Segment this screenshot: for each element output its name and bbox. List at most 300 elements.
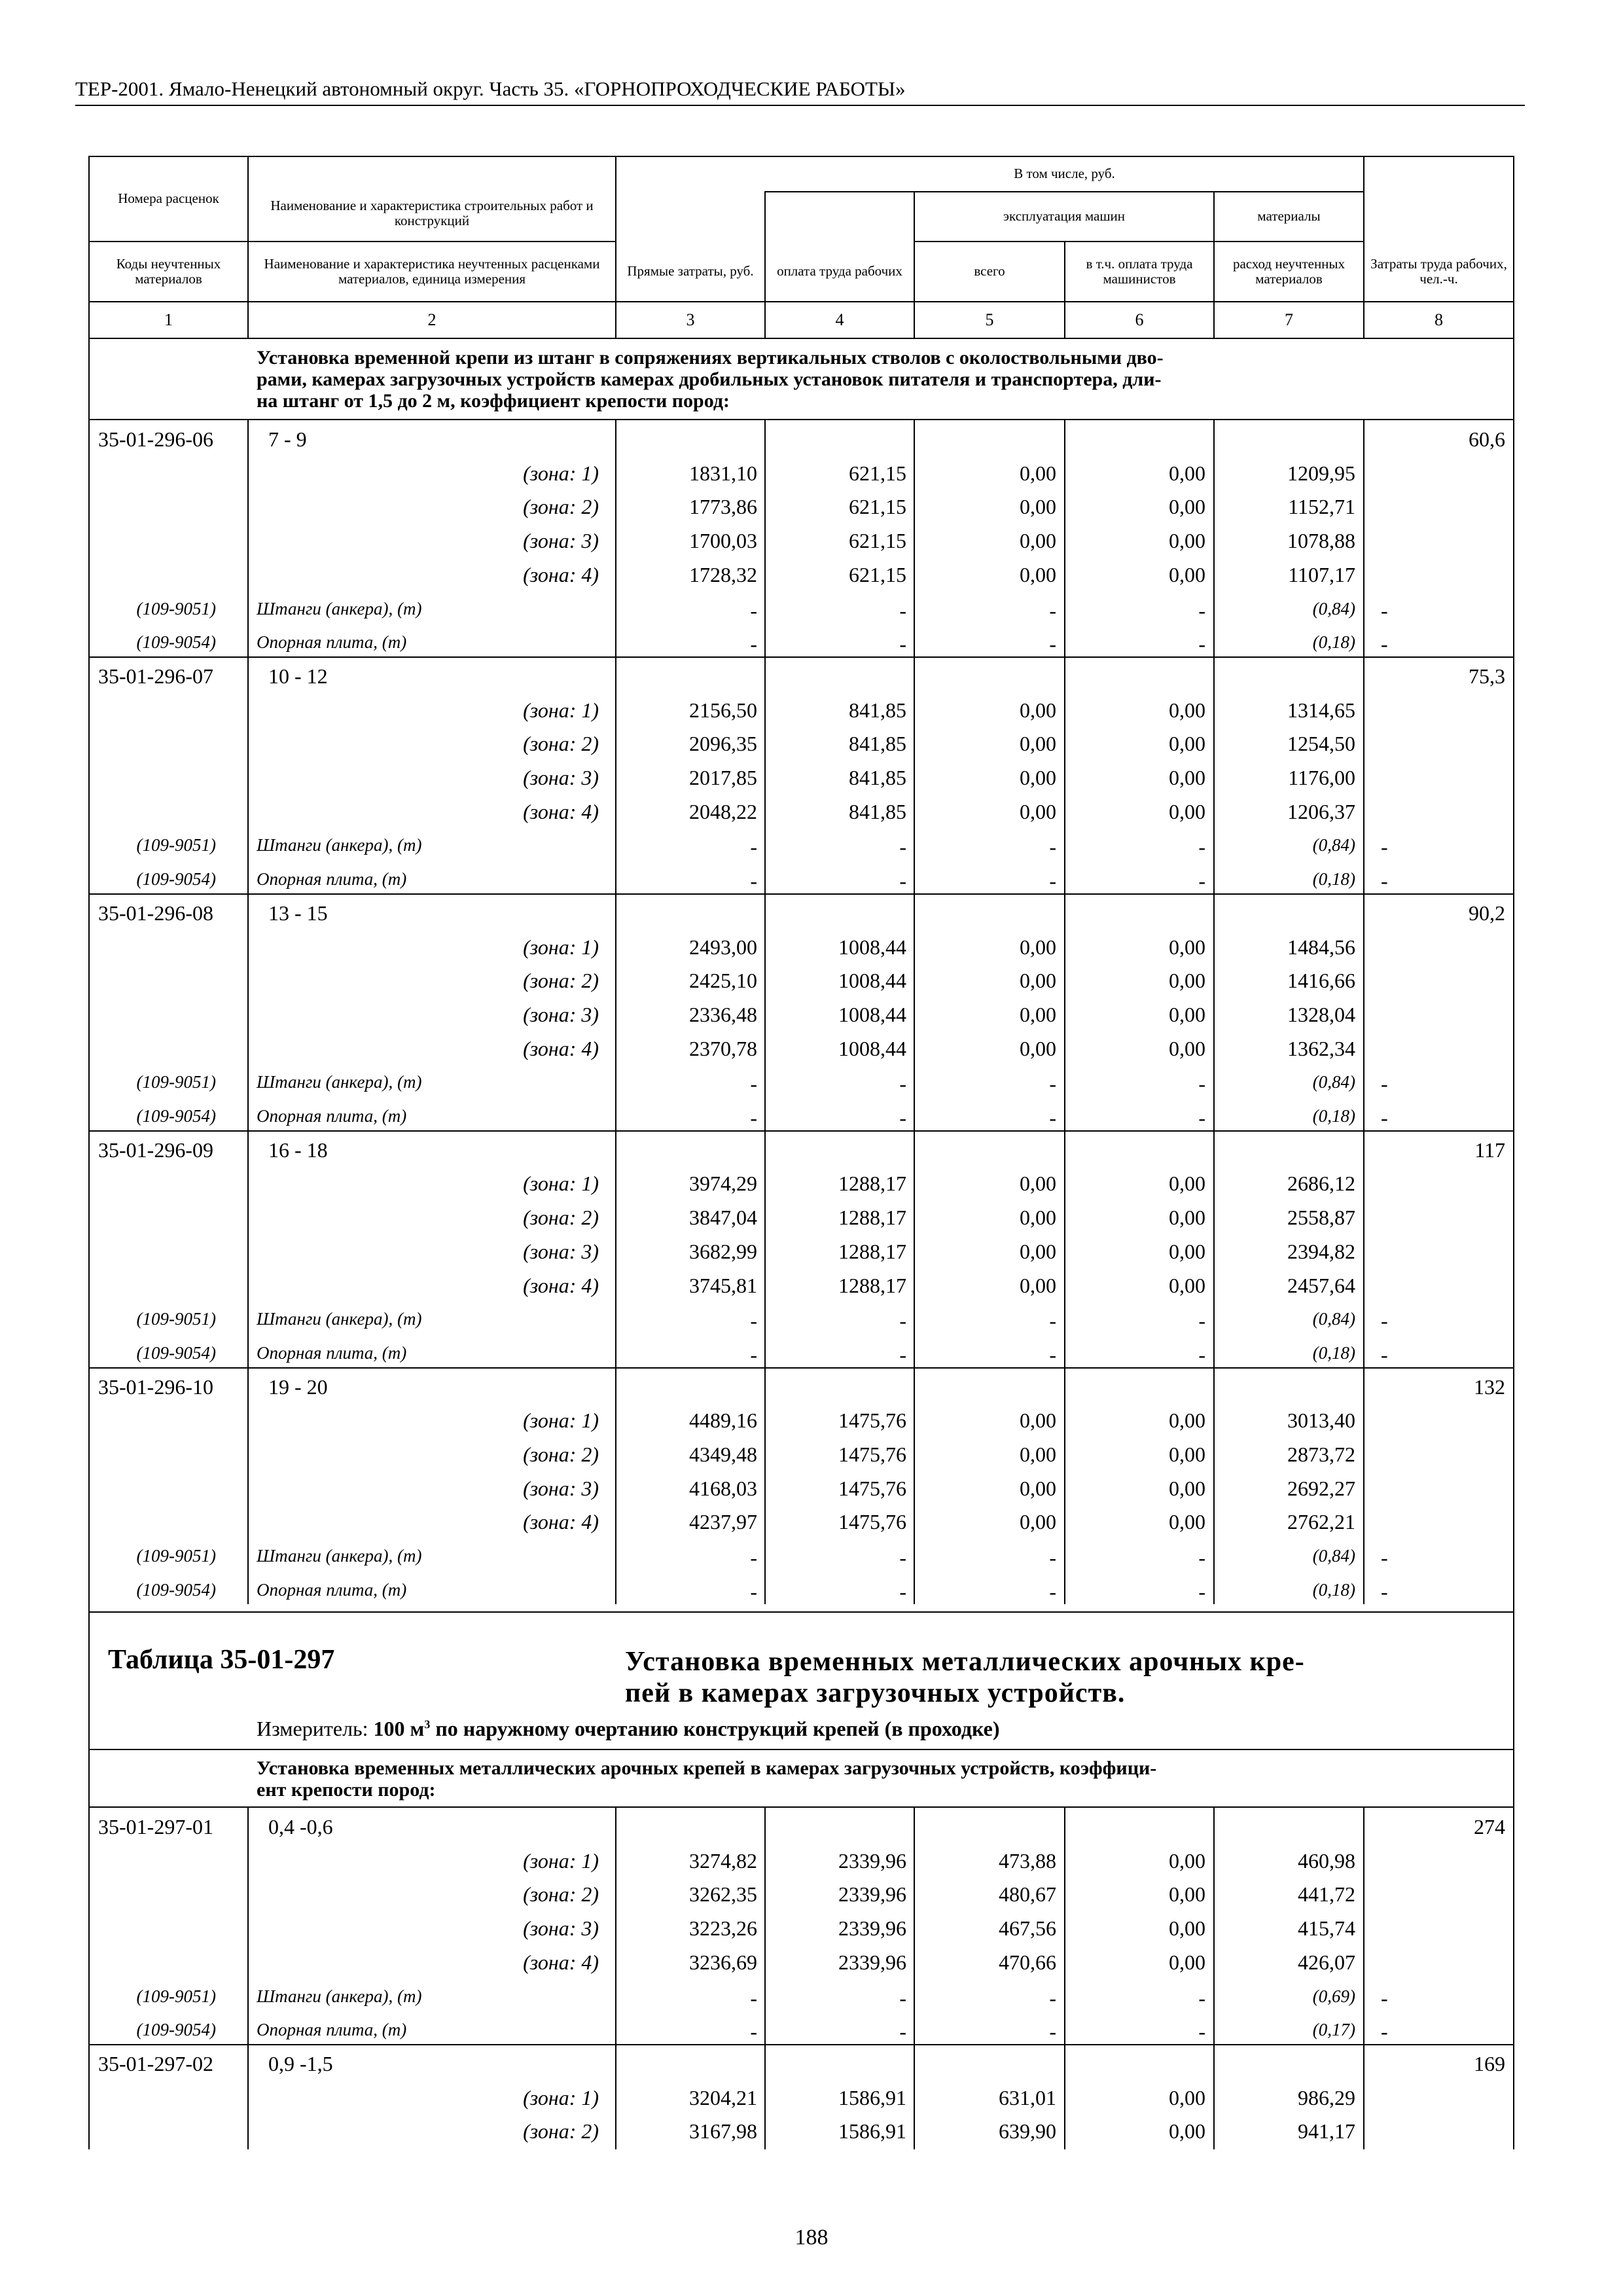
header-col4: оплата труда рабочих (777, 263, 902, 279)
cell-mach-pay: 0,00 (1169, 698, 1205, 722)
cell-mach: 470,66 (999, 1950, 1056, 1974)
cell-mach: 0,00 (1020, 1408, 1056, 1433)
cell-mat: (0,18) (1312, 1342, 1355, 1363)
cell-mat: 1152,71 (1288, 495, 1355, 519)
cell-pay: - (899, 2020, 906, 2044)
material-labor: - (1381, 1309, 1388, 1333)
cell-mach-pay: 0,00 (1169, 732, 1205, 756)
cell-direct: 1728,32 (689, 562, 757, 586)
table-title-line: пей в камерах загрузочных устройств. (625, 1678, 1126, 1708)
cell-mach-pay: 0,00 (1169, 1443, 1205, 1466)
cell-pay: 2339,96 (838, 1950, 906, 1974)
cell-mach: - (1049, 1072, 1056, 1096)
cell-mach-pay: - (1198, 1986, 1205, 2010)
rate-code: 35-01-297-02 (98, 2051, 213, 2075)
table-label: Таблица 35-01-297 (108, 1645, 335, 1675)
row-rule (88, 893, 1514, 895)
cell-mat: (0,84) (1312, 835, 1355, 855)
cell-pay: 2339,96 (838, 1916, 906, 1941)
cell-direct: 2017,85 (689, 766, 757, 789)
cell-pay: - (899, 598, 906, 622)
cell-pay: 1288,17 (838, 1172, 906, 1196)
cell-mat: 986,29 (1298, 2085, 1355, 2109)
header-col1-bottom: Коды неучтенных материалов (116, 255, 221, 287)
cell-direct: 4349,48 (689, 1443, 757, 1466)
material-code: (109-9051) (136, 1072, 216, 1092)
cell-pay: - (899, 1309, 906, 1333)
zone-label: (зона: 1) (523, 1848, 599, 1873)
header-machines: эксплуатация машин (1003, 208, 1125, 224)
cell-mat: 2686,12 (1287, 1172, 1355, 1196)
zone-label: (зона: 4) (523, 1036, 599, 1060)
column-rule (914, 420, 915, 1604)
cell-mach-pay: 0,00 (1169, 562, 1205, 586)
cell-mat: 1328,04 (1287, 1002, 1355, 1026)
cell-mach: 0,00 (1020, 698, 1056, 722)
material-code: (109-9054) (136, 632, 216, 653)
cell-mach-pay: 0,00 (1169, 1239, 1205, 1263)
cell-mach-pay: - (1198, 1072, 1205, 1096)
cell-mach-pay: - (1198, 1309, 1205, 1333)
cell-mach-pay: - (1198, 835, 1205, 859)
row-rule (88, 656, 1514, 658)
cell-pay: - (899, 1579, 906, 1604)
cell-direct: - (750, 632, 757, 656)
cell-direct: 3974,29 (689, 1172, 757, 1196)
cell-pay: - (899, 1106, 906, 1130)
cell-mat: (0,69) (1312, 1986, 1355, 2006)
zone-label: (зона: 3) (523, 1476, 599, 1500)
cell-mach: - (1049, 1309, 1056, 1333)
section-title-line: на штанг от 1,5 до 2 м, коэффициент крепости пород: (257, 390, 730, 412)
cell-mat: 426,07 (1298, 1950, 1355, 1974)
cell-mach: 0,00 (1020, 562, 1056, 586)
col-number-4: 4 (835, 310, 844, 329)
cell-mach-pay: 0,00 (1169, 1882, 1205, 1907)
meter-sup: 3 (424, 1717, 431, 1731)
cell-mat: 1078,88 (1287, 529, 1355, 553)
cell-mat: (0,84) (1312, 1072, 1355, 1092)
cell-mat: 460,98 (1298, 1848, 1355, 1873)
zone-label: (зона: 1) (523, 1172, 599, 1196)
cell-direct: - (750, 1309, 757, 1333)
cell-direct: - (750, 1579, 757, 1604)
cell-pay: - (899, 1072, 906, 1096)
cell-labor: 274 (1474, 1815, 1505, 1839)
cell-mach: 0,00 (1020, 1172, 1056, 1196)
page-number: 188 (794, 2225, 829, 2250)
table-title-line: Установка временных металлических арочных кре- (625, 1647, 1305, 1677)
zone-label: (зона: 4) (523, 1510, 599, 1534)
header-col6: в т.ч. оплата труда машинистов (1086, 255, 1193, 287)
cell-direct: - (750, 835, 757, 859)
cell-direct: 3262,35 (689, 1882, 757, 1907)
col-number-7: 7 (1285, 310, 1293, 329)
cell-mat: 1484,56 (1287, 935, 1355, 959)
cell-pay: 1475,76 (838, 1476, 906, 1500)
column-rule (247, 420, 249, 1604)
block-rule (88, 1749, 1514, 1750)
row-rule (88, 1130, 1514, 1132)
zone-label: (зона: 3) (523, 529, 599, 553)
cell-pay: 841,85 (849, 732, 906, 756)
material-labor: - (1381, 869, 1388, 893)
cell-direct: - (750, 1986, 757, 2010)
cell-mat: (0,84) (1312, 598, 1355, 619)
cell-direct: 3847,04 (689, 1206, 757, 1230)
zone-label: (зона: 2) (523, 732, 599, 756)
cell-pay: 1288,17 (838, 1273, 906, 1297)
material-labor: - (1381, 1546, 1388, 1570)
cell-mach-pay: 0,00 (1169, 461, 1205, 485)
header-col5: всего (974, 263, 1005, 279)
cell-mach-pay: 0,00 (1169, 529, 1205, 553)
header-col8: Затраты труда рабочих, чел.-ч. (1370, 255, 1507, 287)
cell-mach: 639,90 (999, 2119, 1056, 2144)
cell-mach-pay: 0,00 (1169, 1172, 1205, 1196)
cell-mach-pay: - (1198, 1106, 1205, 1130)
zone-label: (зона: 3) (523, 1916, 599, 1941)
material-code: (109-9054) (136, 1342, 216, 1363)
cell-mach-pay: 0,00 (1169, 766, 1205, 789)
cell-mach: 473,88 (999, 1848, 1056, 1873)
cell-mat: 2394,82 (1287, 1239, 1355, 1263)
material-labor: - (1381, 1106, 1388, 1130)
cell-mach: - (1049, 835, 1056, 859)
cell-mat: (0,84) (1312, 1309, 1355, 1329)
meter-line (257, 1718, 1000, 1739)
material-name: Опорная плита, (т) (257, 632, 407, 653)
cell-mach: - (1049, 1986, 1056, 2010)
cell-direct: 2336,48 (689, 1002, 757, 1026)
header-col7: расход неучтенных материалов (1232, 255, 1346, 287)
rate-range: 16 - 18 (268, 1138, 328, 1162)
cell-mach-pay: - (1198, 598, 1205, 622)
cell-mat: (0,17) (1312, 2020, 1355, 2040)
cell-direct: - (750, 869, 757, 893)
cell-direct: 1700,03 (689, 529, 757, 553)
cell-mach: 0,00 (1020, 461, 1056, 485)
meter-value: 100 м (373, 1717, 425, 1740)
cell-direct: 1831,10 (689, 461, 757, 485)
cell-mach: - (1049, 632, 1056, 656)
cell-pay: 1288,17 (838, 1206, 906, 1230)
section-title-line: Установка временных металлических арочных крепей в камерах загрузочных устройств, коэффици- (257, 1757, 1157, 1779)
cell-pay: 1008,44 (838, 1036, 906, 1060)
cell-pay: 621,15 (849, 529, 906, 553)
cell-mat: 2457,64 (1287, 1273, 1355, 1297)
rate-code: 35-01-296-10 (98, 1374, 213, 1399)
material-code: (109-9054) (136, 1579, 216, 1600)
column-rule (615, 1807, 616, 2149)
column-rule (1064, 1807, 1065, 2149)
cell-pay: 1475,76 (838, 1408, 906, 1433)
header-col2-bottom: Наименование и характеристика неучтенных расценками материалов, единица измерения (264, 255, 600, 287)
material-code: (109-9054) (136, 2020, 216, 2040)
material-labor: - (1381, 1986, 1388, 2010)
column-rule (1064, 420, 1065, 1604)
cell-mat: (0,18) (1312, 632, 1355, 653)
material-name: Опорная плита, (т) (257, 869, 407, 889)
section-title-line: Установка временной крепи из штанг в сопряжениях вертикальных стволов с околоствольными дво- (257, 347, 1164, 368)
cell-direct: 4237,97 (689, 1510, 757, 1534)
zone-label: (зона: 4) (523, 1273, 599, 1297)
header-col2-top: Наименование и характеристика строительных работ и конструкций (270, 197, 594, 228)
cell-mach-pay: 0,00 (1169, 1206, 1205, 1230)
zone-label: (зона: 2) (523, 1882, 599, 1907)
cell-labor: 60,6 (1469, 427, 1505, 451)
rate-code: 35-01-296-09 (98, 1138, 213, 1162)
material-labor: - (1381, 598, 1388, 622)
column-rule (615, 420, 616, 1604)
cell-mach: 480,67 (999, 1882, 1056, 1907)
cell-pay: 1288,17 (838, 1239, 906, 1263)
meter-suffix: по наружному очертанию конструкций крепей (в проходке) (435, 1717, 1000, 1740)
rate-code: 35-01-297-01 (98, 1815, 213, 1839)
material-code: (109-9051) (136, 835, 216, 855)
cell-pay: 841,85 (849, 698, 906, 722)
cell-mat: 1107,17 (1288, 562, 1355, 586)
cell-pay: 1586,91 (838, 2119, 906, 2144)
cell-mach-pay: - (1198, 1342, 1205, 1367)
row-rule (88, 1367, 1514, 1369)
cell-pay: 621,15 (849, 495, 906, 519)
cell-mat: 1254,50 (1287, 732, 1355, 756)
cell-mach-pay: - (1198, 2020, 1205, 2044)
material-code: (109-9051) (136, 1309, 216, 1329)
material-name: Штанги (анкера), (т) (257, 1309, 422, 1329)
header-col3: Прямые затраты, руб. (627, 263, 754, 279)
cell-mat: (0,18) (1312, 1106, 1355, 1126)
cell-mach-pay: - (1198, 632, 1205, 656)
cell-mat: 1416,66 (1287, 969, 1355, 993)
cell-direct: 1773,86 (689, 495, 757, 519)
material-labor: - (1381, 632, 1388, 656)
cell-labor: 169 (1474, 2051, 1505, 2075)
cell-mach: 0,00 (1020, 799, 1056, 823)
cell-mat: 3013,40 (1287, 1408, 1355, 1433)
cell-direct: 2048,22 (689, 799, 757, 823)
cell-mat: 2873,72 (1287, 1443, 1355, 1466)
col-number-8: 8 (1435, 310, 1443, 329)
header-rule (75, 105, 1525, 106)
cell-mach: 0,00 (1020, 1036, 1056, 1060)
rate-range: 0,9 -1,5 (268, 2051, 333, 2075)
cell-mat: 941,17 (1298, 2119, 1355, 2144)
cell-mat: (0,84) (1312, 1546, 1355, 1566)
cell-mach: 0,00 (1020, 732, 1056, 756)
column-rule (1363, 1807, 1364, 2149)
cell-mach: - (1049, 1579, 1056, 1604)
cell-labor: 75,3 (1469, 664, 1505, 688)
cell-pay: 841,85 (849, 799, 906, 823)
rate-range: 7 - 9 (268, 427, 307, 451)
cell-mat: 1209,95 (1287, 461, 1355, 485)
cell-pay: 1475,76 (838, 1510, 906, 1534)
material-labor: - (1381, 1579, 1388, 1604)
cell-direct: 2425,10 (689, 969, 757, 993)
cell-direct: - (750, 1546, 757, 1570)
cell-pay: 841,85 (849, 766, 906, 789)
meter-prefix: Измеритель: (257, 1717, 368, 1740)
material-code: (109-9051) (136, 1546, 216, 1566)
section-title-line: ент крепости пород: (257, 1779, 436, 1801)
zone-label: (зона: 4) (523, 799, 599, 823)
cell-pay: 621,15 (849, 461, 906, 485)
cell-direct: - (750, 1072, 757, 1096)
cell-direct: 3236,69 (689, 1950, 757, 1974)
cell-mach: 0,00 (1020, 766, 1056, 789)
header-group: В том числе, руб. (1014, 166, 1115, 182)
column-rule (764, 420, 766, 1604)
column-rule (1213, 420, 1215, 1604)
cell-mach: 0,00 (1020, 969, 1056, 993)
cell-mach: - (1049, 1106, 1056, 1130)
material-name: Опорная плита, (т) (257, 1106, 407, 1126)
cell-mach: 0,00 (1020, 1510, 1056, 1534)
cell-direct: 3745,81 (689, 1273, 757, 1297)
cell-pay: - (899, 1986, 906, 2010)
material-code: (109-9051) (136, 598, 216, 619)
cell-mach: 0,00 (1020, 1002, 1056, 1026)
cell-direct: 2156,50 (689, 698, 757, 722)
material-name: Штанги (анкера), (т) (257, 1546, 422, 1566)
running-header: ТЕР-2001. Ямало-Ненецкий автономный округ. Часть 35. «ГОРНОПРОХОДЧЕСКИЕ РАБОТЫ» (75, 77, 906, 100)
cell-mat: 2558,87 (1287, 1206, 1355, 1230)
zone-label: (зона: 1) (523, 935, 599, 959)
cell-pay: 2339,96 (838, 1882, 906, 1907)
col-number-3: 3 (686, 310, 695, 329)
cell-mach-pay: 0,00 (1169, 799, 1205, 823)
cell-direct: 3682,99 (689, 1239, 757, 1263)
zone-label: (зона: 1) (523, 2085, 599, 2109)
cell-direct: 2096,35 (689, 732, 757, 756)
zone-label: (зона: 2) (523, 1206, 599, 1230)
cell-labor: 132 (1474, 1374, 1505, 1399)
cell-mat: 1362,34 (1287, 1036, 1355, 1060)
cell-direct: 2493,00 (689, 935, 757, 959)
zone-label: (зона: 3) (523, 766, 599, 789)
zone-label: (зона: 4) (523, 562, 599, 586)
zone-label: (зона: 2) (523, 495, 599, 519)
cell-mach-pay: 0,00 (1169, 1408, 1205, 1433)
col-number-5: 5 (985, 310, 994, 329)
cell-direct: - (750, 1342, 757, 1367)
cell-mach: 0,00 (1020, 1273, 1056, 1297)
rate-code: 35-01-296-08 (98, 901, 213, 925)
row-rule (88, 2044, 1514, 2045)
cell-mach-pay: 0,00 (1169, 935, 1205, 959)
cell-direct: - (750, 598, 757, 622)
zone-label: (зона: 1) (523, 461, 599, 485)
cell-direct: 3204,21 (689, 2085, 757, 2109)
cell-pay: - (899, 632, 906, 656)
column-rule (1363, 420, 1364, 1604)
cell-mach: 0,00 (1020, 1239, 1056, 1263)
rate-code: 35-01-296-07 (98, 664, 213, 688)
block-rule (88, 1611, 1514, 1613)
cell-mach-pay: 0,00 (1169, 2085, 1205, 2109)
column-rule (1213, 1807, 1215, 2149)
cell-direct: 4168,03 (689, 1476, 757, 1500)
cell-direct: 4489,16 (689, 1408, 757, 1433)
cell-mach-pay: 0,00 (1169, 1002, 1205, 1026)
cell-pay: - (899, 835, 906, 859)
cell-mach: - (1049, 1342, 1056, 1367)
cell-mach-pay: 0,00 (1169, 1273, 1205, 1297)
cell-mach-pay: 0,00 (1169, 1036, 1205, 1060)
cell-mach: 631,01 (999, 2085, 1056, 2109)
cell-mat: 441,72 (1298, 1882, 1355, 1907)
cell-mach-pay: - (1198, 1546, 1205, 1570)
material-name: Опорная плита, (т) (257, 2020, 407, 2040)
header-col1-top: Номера расценок (118, 190, 219, 207)
cell-direct: 2370,78 (689, 1036, 757, 1060)
cell-mach-pay: 0,00 (1169, 1950, 1205, 1974)
material-labor: - (1381, 1072, 1388, 1096)
cell-mat: 1314,65 (1287, 698, 1355, 722)
cell-mat: 2692,27 (1287, 1476, 1355, 1500)
cell-mach-pay: - (1198, 869, 1205, 893)
zone-label: (зона: 2) (523, 969, 599, 993)
col-number-2: 2 (427, 310, 437, 329)
cell-pay: - (899, 1546, 906, 1570)
cell-mach: - (1049, 869, 1056, 893)
material-labor: - (1381, 1342, 1388, 1367)
cell-direct: 3223,26 (689, 1916, 757, 1941)
section-title-296 (257, 347, 1164, 412)
cell-direct: 3167,98 (689, 2119, 757, 2144)
cell-pay: 1586,91 (838, 2085, 906, 2109)
header-materials: материалы (1257, 208, 1321, 224)
zone-label: (зона: 1) (523, 698, 599, 722)
cell-mat: 415,74 (1298, 1916, 1355, 1941)
cell-pay: 2339,96 (838, 1848, 906, 1873)
rate-code: 35-01-296-06 (98, 427, 213, 451)
rate-range: 13 - 15 (268, 901, 328, 925)
cell-mach: 467,56 (999, 1916, 1056, 1941)
material-code: (109-9054) (136, 1106, 216, 1126)
zone-label: (зона: 2) (523, 1443, 599, 1466)
cell-pay: 1008,44 (838, 935, 906, 959)
cell-pay: 1475,76 (838, 1443, 906, 1466)
material-name: Штанги (анкера), (т) (257, 1072, 422, 1092)
cell-mach: 0,00 (1020, 1476, 1056, 1500)
cell-labor: 90,2 (1469, 901, 1505, 925)
cell-mat: (0,18) (1312, 869, 1355, 889)
column-rule (247, 1807, 249, 2149)
material-name: Штанги (анкера), (т) (257, 835, 422, 855)
cell-mat: (0,18) (1312, 1579, 1355, 1600)
material-labor: - (1381, 835, 1388, 859)
cell-pay: - (899, 869, 906, 893)
zone-label: (зона: 4) (523, 1950, 599, 1974)
rate-range: 0,4 -0,6 (268, 1815, 333, 1839)
cell-mach-pay: 0,00 (1169, 1916, 1205, 1941)
material-labor: - (1381, 2020, 1388, 2044)
cell-direct: 3274,82 (689, 1848, 757, 1873)
cell-mach: - (1049, 2020, 1056, 2044)
cell-pay: - (899, 1342, 906, 1367)
cell-mach: 0,00 (1020, 1206, 1056, 1230)
cell-pay: 1008,44 (838, 1002, 906, 1026)
material-code: (109-9051) (136, 1986, 216, 2006)
cell-mat: 1176,00 (1288, 766, 1355, 789)
zone-label: (зона: 3) (523, 1002, 599, 1026)
material-name: Опорная плита, (т) (257, 1342, 407, 1363)
column-rule (914, 1807, 915, 2149)
zone-label: (зона: 3) (523, 1239, 599, 1263)
